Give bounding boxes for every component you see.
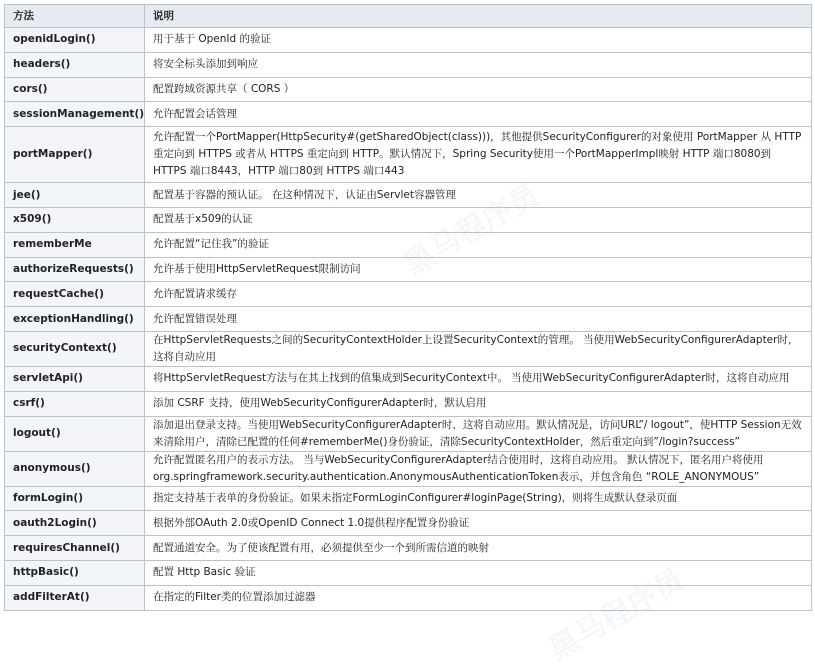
method-name: csrf() <box>5 391 145 416</box>
method-name: exceptionHandling() <box>5 307 145 332</box>
method-name: logout() <box>5 416 145 451</box>
table-row <box>5 416 812 451</box>
method-description: 允许配置错误处理 <box>145 307 812 332</box>
method-description: 允许基于使用HttpServletRequest限制访问 <box>145 257 812 282</box>
method-name: openidLogin() <box>5 28 145 53</box>
method-description: 添加退出登录支持。当使用WebSecurityConfigurerAdapter时，这将自动应用。默认情况是，访问URL”/ logout”，使HTTP Session无效来清除用户，清除已配置的任何#rememberMe()身份验证，清除SecurityContextHolder，然后重定向到”/login?success” <box>145 416 812 451</box>
table-row <box>5 127 812 183</box>
method-description: 配置基于x509的认证 <box>145 207 812 232</box>
table-row <box>5 366 812 391</box>
method-description: 在HttpServletRequests之间的SecurityContextHolder上设置SecurityContext的管理。 当使用WebSecurityConfigurerAdapter时，这将自动应用 <box>145 331 812 366</box>
method-name: headers() <box>5 52 145 77</box>
method-description: 允许配置一个PortMapper(HttpSecurity#(getSharedObject(class)))，其他提供SecurityConfigurer的对象使用 PortMapper 从 HTTP 重定向到 HTTPS 或者从 HTTPS 重定向到 HTTP。默认情况下，Spring Security使用一个PortMapperImpl映射 HTTP 端口8080到 HTTPS 端口8443，HTTP 端口80到 HTTPS 端口443 <box>145 127 812 183</box>
method-name: sessionManagement() <box>5 102 145 127</box>
method-description: 配置通道安全。为了使该配置有用，必须提供至少一个到所需信道的映射 <box>145 536 812 561</box>
method-description: 配置跨域资源共享（ CORS ） <box>145 77 812 102</box>
method-description: 添加 CSRF 支持，使用WebSecurityConfigurerAdapter时，默认启用 <box>145 391 812 416</box>
column-header-description: 说明 <box>145 5 812 28</box>
table-row <box>5 183 812 208</box>
method-name: servletApi() <box>5 366 145 391</box>
table-row <box>5 52 812 77</box>
table-row <box>5 560 812 585</box>
table-row <box>5 585 812 610</box>
table-header-row <box>5 5 812 28</box>
methods-table <box>4 4 812 611</box>
methods-table-container <box>4 4 811 611</box>
method-description: 允许配置匿名用户的表示方法。 当与WebSecurityConfigurerAdapter结合使用时，这将自动应用。 默认情况下，匿名用户将使用org.springframework.security.authentication.AnonymousAuthenticationToken表示，并包含角色 “ROLE_ANONYMOUS” <box>145 451 812 486</box>
method-name: requestCache() <box>5 282 145 307</box>
method-description: 根据外部OAuth 2.0或OpenID Connect 1.0提供程序配置身份验证 <box>145 511 812 536</box>
method-name: x509() <box>5 207 145 232</box>
table-row <box>5 307 812 332</box>
table-row <box>5 232 812 257</box>
table-row <box>5 28 812 53</box>
method-description: 允许配置“记住我”的验证 <box>145 232 812 257</box>
method-description: 配置 Http Basic 验证 <box>145 560 812 585</box>
table-row <box>5 257 812 282</box>
table-row <box>5 282 812 307</box>
method-description: 将安全标头添加到响应 <box>145 52 812 77</box>
method-name: jee() <box>5 183 145 208</box>
method-description: 配置基于容器的预认证。 在这种情况下，认证由Servlet容器管理 <box>145 183 812 208</box>
method-description: 指定支持基于表单的身份验证。如果未指定FormLoginConfigurer#loginPage(String)，则将生成默认登录页面 <box>145 486 812 511</box>
table-row <box>5 77 812 102</box>
method-description: 将HttpServletRequest方法与在其上找到的值集成到SecurityContext中。 当使用WebSecurityConfigurerAdapter时，这将自动应用 <box>145 366 812 391</box>
column-header-method: 方法 <box>5 5 145 28</box>
table-row <box>5 511 812 536</box>
method-name: httpBasic() <box>5 560 145 585</box>
method-name: securityContext() <box>5 331 145 366</box>
method-name: authorizeRequests() <box>5 257 145 282</box>
table-row <box>5 451 812 486</box>
table-row <box>5 102 812 127</box>
method-name: rememberMe <box>5 232 145 257</box>
method-name: formLogin() <box>5 486 145 511</box>
method-description: 用于基于 OpenId 的验证 <box>145 28 812 53</box>
method-description: 允许配置会话管理 <box>145 102 812 127</box>
method-name: cors() <box>5 77 145 102</box>
method-name: oauth2Login() <box>5 511 145 536</box>
watermark: 黑马程序员 <box>543 562 691 668</box>
table-row <box>5 536 812 561</box>
method-name: portMapper() <box>5 127 145 183</box>
method-name: addFilterAt() <box>5 585 145 610</box>
table-row <box>5 207 812 232</box>
table-row <box>5 391 812 416</box>
method-name: requiresChannel() <box>5 536 145 561</box>
method-description: 在指定的Filter类的位置添加过滤器 <box>145 585 812 610</box>
method-name: anonymous() <box>5 451 145 486</box>
table-row <box>5 331 812 366</box>
method-description: 允许配置请求缓存 <box>145 282 812 307</box>
table-row <box>5 486 812 511</box>
